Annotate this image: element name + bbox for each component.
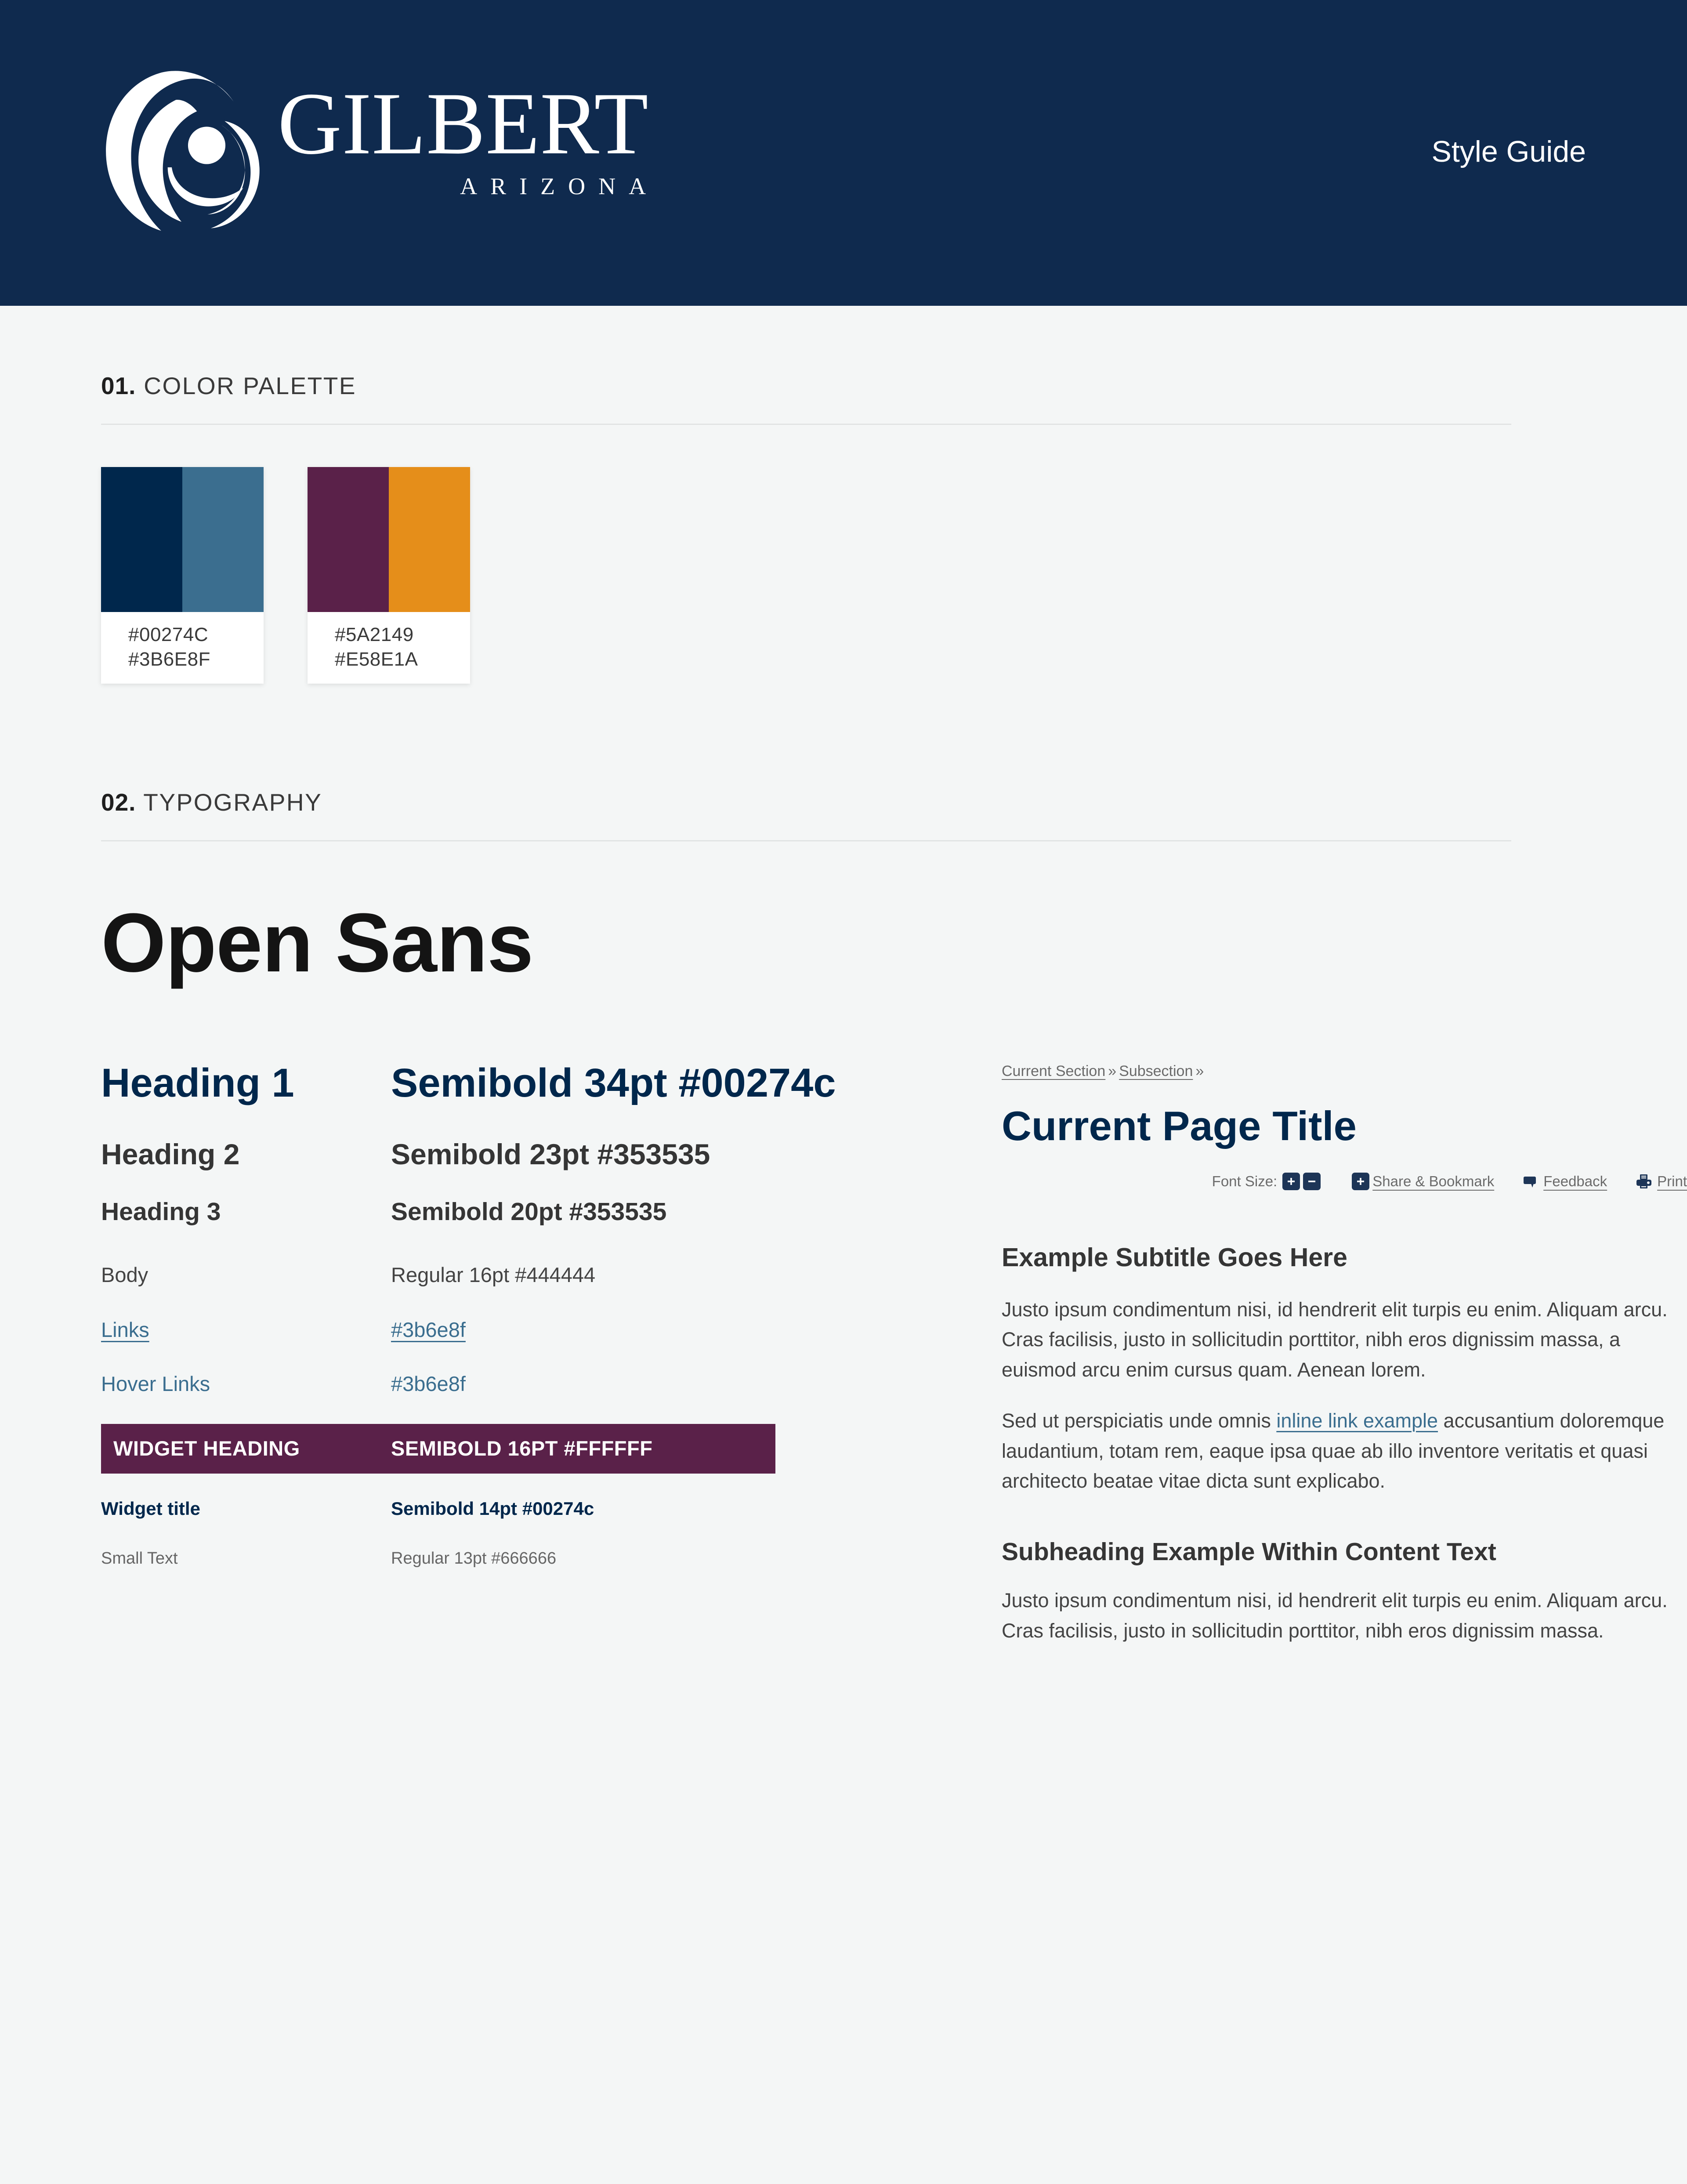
specimen-row-heading-2 bbox=[101, 1138, 874, 1170]
page-utility-toolbar bbox=[1002, 1173, 1687, 1190]
plus-icon bbox=[1355, 1176, 1366, 1187]
paragraph-text-after: accusantium doloremque laudantium, totam rem, eaque ipsa quae ab illo inventore veritatis et quasi architecto beatae vitae dicta sunt explicabo. bbox=[1002, 1409, 1665, 1492]
swatch-labels bbox=[308, 612, 470, 684]
section-label bbox=[101, 372, 1586, 400]
specimen-row-widget-heading bbox=[101, 1424, 775, 1474]
specimen-value: Semibold 34pt #00274c bbox=[391, 1061, 836, 1106]
swatch-hex-label: #E58E1A bbox=[335, 648, 418, 670]
brand-name: GILBERT bbox=[278, 74, 649, 173]
specimen-value: Semibold 14pt #00274c bbox=[391, 1498, 594, 1519]
section-divider bbox=[101, 840, 1511, 841]
specimen-value[interactable]: #3b6e8f bbox=[391, 1372, 466, 1395]
specimen-name[interactable]: Links bbox=[101, 1318, 149, 1341]
specimen-name: Heading 2 bbox=[101, 1137, 240, 1170]
font-size-decrease-button[interactable] bbox=[1303, 1173, 1321, 1190]
section-number: 01. bbox=[101, 372, 136, 399]
swatch-card[interactable] bbox=[101, 467, 264, 684]
font-size-label: Font Size: bbox=[1212, 1173, 1278, 1189]
specimen-name[interactable]: Hover Links bbox=[101, 1372, 210, 1395]
swatch-hex-label: #00274C bbox=[128, 624, 209, 645]
content-subheading: Subheading Example Within Content Text bbox=[1002, 1538, 1496, 1566]
type-specimen-table bbox=[101, 1061, 874, 1667]
breadcrumb bbox=[1002, 1061, 1687, 1081]
swatch-color-secondary bbox=[389, 467, 470, 612]
print-link[interactable]: Print bbox=[1657, 1173, 1687, 1189]
share-bookmark-control[interactable] bbox=[1352, 1173, 1494, 1190]
section-divider bbox=[101, 424, 1511, 425]
specimen-row-heading-1 bbox=[101, 1061, 874, 1105]
printer-icon bbox=[1635, 1173, 1653, 1190]
gilbert-swirl-logo-icon bbox=[101, 63, 264, 239]
font-size-increase-button[interactable] bbox=[1282, 1173, 1300, 1190]
brand-wordmark bbox=[278, 74, 659, 200]
speech-bubble-icon bbox=[1522, 1173, 1539, 1190]
feedback-control[interactable] bbox=[1522, 1173, 1607, 1190]
breadcrumb-separator: » bbox=[1108, 1063, 1117, 1080]
content-paragraph: Justo ipsum condimentum nisi, id hendrerit elit turpis eu enim. Aliquam arcu. Cras facilisis, justo in sollicitudin porttitor, nibh eros dignissim massa. bbox=[1002, 1589, 1668, 1642]
page-body bbox=[0, 306, 1687, 1992]
page-title-header: Style Guide bbox=[1431, 135, 1586, 168]
swatch-strip bbox=[308, 467, 470, 612]
site-header bbox=[0, 0, 1687, 306]
specimen-row-links[interactable] bbox=[101, 1318, 874, 1342]
specimen-value[interactable]: #3b6e8f bbox=[391, 1318, 466, 1341]
inline-link[interactable]: inline link example bbox=[1276, 1409, 1438, 1432]
section-label bbox=[101, 788, 1586, 816]
specimen-name: Heading 1 bbox=[101, 1061, 294, 1106]
share-bookmark-link[interactable]: Share & Bookmark bbox=[1372, 1173, 1495, 1189]
breadcrumb-separator: » bbox=[1195, 1063, 1204, 1080]
section-typography bbox=[101, 684, 1687, 1667]
swatch-card[interactable] bbox=[308, 467, 470, 684]
swatch-hex-label: #5A2149 bbox=[335, 624, 414, 645]
brand-state: ARIZONA bbox=[460, 173, 659, 199]
specimen-row-widget-title bbox=[101, 1498, 874, 1519]
brand-lockup[interactable] bbox=[101, 63, 659, 239]
color-palette-list bbox=[101, 467, 1586, 684]
breadcrumb-item-subsection[interactable]: Subsection bbox=[1119, 1063, 1193, 1080]
specimen-row-small-text bbox=[101, 1549, 874, 1568]
content-paragraph-with-link bbox=[1002, 1406, 1687, 1496]
font-size-control bbox=[1212, 1173, 1324, 1190]
paragraph-text-before: Sed ut perspiciatis unde omnis bbox=[1002, 1409, 1277, 1432]
specimen-value: Regular 16pt #444444 bbox=[391, 1263, 596, 1286]
minus-icon bbox=[1307, 1176, 1317, 1187]
specimen-value: Semibold 23pt #353535 bbox=[391, 1137, 710, 1170]
content-subtitle: Example Subtitle Goes Here bbox=[1002, 1243, 1347, 1272]
specimen-row-hover-links[interactable] bbox=[101, 1372, 874, 1396]
specimen-value: Semibold 20pt #353535 bbox=[391, 1198, 667, 1226]
swatch-color-primary bbox=[308, 467, 389, 612]
specimen-value: SEMIBOLD 16PT #FFFFFF bbox=[391, 1436, 653, 1460]
content-paragraph: Justo ipsum condimentum nisi, id hendrerit elit turpis eu enim. Aliquam arcu. Cras facilisis, justo in sollicitudin porttitor, nibh eros dignissim massa, a euismod arcu enim cursus quam. Aenean lorem. bbox=[1002, 1298, 1668, 1381]
specimen-name: Widget title bbox=[101, 1498, 200, 1519]
section-color-palette bbox=[101, 306, 1586, 684]
swatch-color-secondary bbox=[182, 467, 264, 612]
widget-heading-row bbox=[101, 1436, 775, 1460]
font-family-name: Open Sans bbox=[101, 896, 533, 989]
feedback-link[interactable]: Feedback bbox=[1543, 1173, 1607, 1189]
page-title: Current Page Title bbox=[1002, 1103, 1357, 1149]
header-inner bbox=[0, 67, 1687, 239]
specimen-row-body bbox=[101, 1263, 874, 1287]
section-header-color-palette bbox=[101, 306, 1586, 425]
swatch-color-primary bbox=[101, 467, 182, 612]
specimen-name: Small Text bbox=[101, 1549, 178, 1568]
plus-icon bbox=[1286, 1176, 1296, 1187]
section-header-typography bbox=[101, 684, 1586, 841]
share-add-button[interactable] bbox=[1352, 1173, 1369, 1190]
page-preview bbox=[1002, 1061, 1687, 1667]
typography-columns bbox=[101, 1061, 1687, 1667]
section-title: COLOR PALETTE bbox=[144, 372, 357, 399]
swatch-labels bbox=[101, 612, 264, 684]
print-control[interactable] bbox=[1635, 1173, 1687, 1190]
specimen-name: Heading 3 bbox=[101, 1198, 221, 1226]
specimen-row-heading-3 bbox=[101, 1198, 874, 1226]
specimen-name: WIDGET HEADING bbox=[113, 1436, 300, 1460]
breadcrumb-item-current-section[interactable]: Current Section bbox=[1002, 1063, 1106, 1080]
swatch-strip bbox=[101, 467, 264, 612]
specimen-name: Body bbox=[101, 1263, 148, 1286]
section-title: TYPOGRAPHY bbox=[143, 788, 322, 816]
section-number: 02. bbox=[101, 788, 136, 816]
page-bottom-spacer bbox=[101, 1667, 1586, 1992]
swatch-hex-label: #3B6E8F bbox=[128, 648, 210, 670]
specimen-value: Regular 13pt #666666 bbox=[391, 1549, 557, 1568]
